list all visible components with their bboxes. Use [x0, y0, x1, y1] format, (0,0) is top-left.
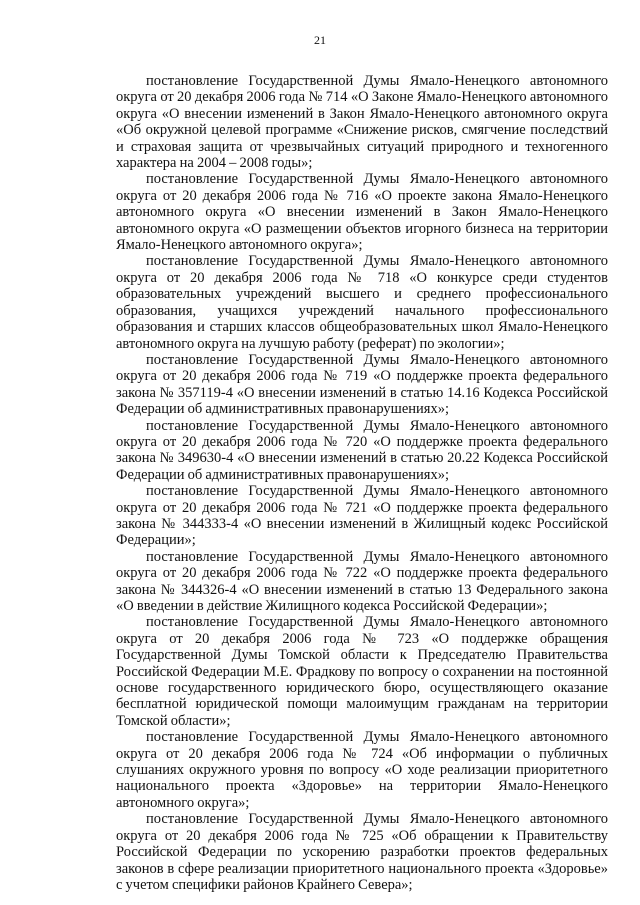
paragraph-resolution-722: постановление Государственной Думы Ямало-Ненецкого автономного округа от 20 декабря 2006 года № 722 «О поддержке проекта федерального закона № 344326-4 «О внесении изменений в статью 13 Федерального закона «О введении в действие Жилищного кодекса Российской Федерации»;: [116, 548, 608, 614]
paragraph-resolution-721: постановление Государственной Думы Ямало-Ненецкого автономного округа от 20 декабря 2006 года № 721 «О поддержке проекта федерального закона № 344333-4 «О внесении изменений в Жилищный кодекс Российской Федерации»;: [116, 483, 608, 549]
paragraph-resolution-724: постановление Государственной Думы Ямало-Ненецкого автономного округа от 20 декабря 2006 года № 724 «Об информации о публичных слушаниях окружного уровня по вопросу «О ходе реализации приоритетного национального проекта «Здоровье» на территории Ямало-Ненецкого автономного округа»;: [116, 729, 608, 811]
paragraph-resolution-723: постановление Государственной Думы Ямало-Ненецкого автономного округа от 20 декабря 2006 года № 723 «О поддержке обращения Государственной Думы Томской области к Председателю Правительства Российской Федерации М.Е. Фрадкову по вопросу о сохранении на постоянной основе государственного юридического бюро, осуществляющего оказание бесплатной юридической помощи малоимущим гражданам на территории Томской области»;: [116, 614, 608, 729]
paragraph-resolution-720: постановление Государственной Думы Ямало-Ненецкого автономного округа от 20 декабря 2006 года № 720 «О поддержке проекта федерального закона № 349630-4 «О внесении изменений в статью 20.22 Кодекса Российской Федерации об административных правонарушениях»;: [116, 417, 608, 483]
paragraph-resolution-718: постановление Государственной Думы Ямало-Ненецкого автономного округа от 20 декабря 2006 года № 718 «О конкурсе среди студентов образовательных учреждений высшего и среднего профессионального образования, учащихся учреждений начального профессионального образования и старших классов общеобразовательных школ Ямало-Ненецкого автономного округа на лучшую работу (реферат) по экологии»;: [116, 253, 608, 352]
paragraph-resolution-714: постановление Государственной Думы Ямало-Ненецкого автономного округа от 20 декабря 2006 года № 714 «О Законе Ямало-Ненецкого автономного округа «О внесении изменений в Закон Ямало-Ненецкого автономного округа «Об окружной целевой программе «Снижение рисков, смягчение последствий и страховая защита от чрезвычайных ситуаций природного и техногенного характера на 2004 – 2008 годы»;: [116, 73, 608, 172]
paragraph-resolution-719: постановление Государственной Думы Ямало-Ненецкого автономного округа от 20 декабря 2006 года № 719 «О поддержке проекта федерального закона № 357119-4 «О внесении изменений в статью 14.16 Кодекса Российской Федерации об административных правонарушениях»;: [116, 351, 608, 418]
page-number: 21: [314, 33, 326, 47]
document-body: [116, 73, 608, 893]
paragraph-resolution-725: постановление Государственной Думы Ямало-Ненецкого автономного округа от 20 декабря 2006 года № 725 «Об обращении к Правительству Российской Федерации по ускорению разработки проектов федеральных законов в сфере реализации приоритетного национального проекта «Здоровье» с учетом специфики районов Крайнего Севера»;: [116, 811, 608, 893]
paragraph-resolution-716: постановление Государственной Думы Ямало-Ненецкого автономного округа от 20 декабря 2006 года № 716 «О проекте закона Ямало-Ненецкого автономного округа «О внесении изменений в Закон Ямало-Ненецкого автономного округа «О размещении объектов игорного бизнеса на территории Ямало-Ненецкого автономного округа»;: [116, 171, 608, 254]
